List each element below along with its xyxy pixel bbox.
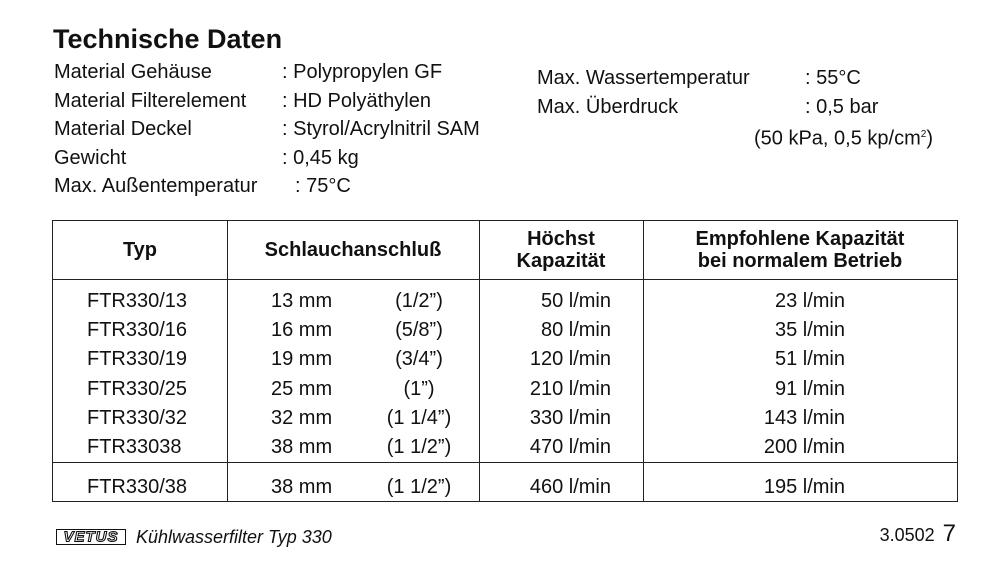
header-max-line2: Kapazität	[516, 250, 606, 272]
header-typ-label: Typ	[122, 239, 158, 261]
spec-label: Max. Wassertemperatur	[537, 67, 750, 89]
page-title: Technische Daten	[53, 24, 283, 54]
header-schlauch	[227, 221, 479, 279]
cell-mm: 25 mm	[271, 378, 333, 400]
capacity-table	[52, 220, 958, 502]
cell-mm: 13 mm	[271, 290, 333, 312]
cell-typ: FTR330/19	[87, 348, 188, 370]
header-divider	[53, 279, 957, 280]
spec-label: Material Gehäuse	[54, 61, 212, 83]
svg-text:VETUS: VETUS	[63, 528, 119, 546]
cell-max: 330 l/min	[529, 407, 611, 429]
header-max	[479, 221, 643, 279]
cell-mm: 16 mm	[271, 319, 333, 341]
cell-rec: 51 l/min	[774, 348, 845, 370]
header-typ	[53, 221, 227, 279]
cell-max: 120 l/min	[529, 348, 611, 370]
pressure-note-close: )	[926, 127, 933, 150]
cell-inch: (1/2”)	[395, 290, 443, 312]
spec-label: Max. Außentemperatur	[54, 175, 258, 198]
spec-value: : HD Polyäthylen	[282, 89, 431, 112]
cell-typ: FTR33038	[87, 436, 182, 458]
page-reference	[880, 520, 956, 548]
spec-value: : Styrol/Acrylnitril SAM	[282, 118, 480, 141]
cell-typ: FTR330/25	[87, 378, 188, 400]
spec-label: Material Deckel	[54, 118, 192, 141]
cell-typ: FTR330/38	[87, 476, 188, 498]
cell-mm: 32 mm	[271, 407, 333, 429]
cell-rec: 195 l/min	[763, 476, 845, 498]
spec-value: : 0,5 bar	[805, 95, 879, 118]
cell-rec: 35 l/min	[774, 319, 845, 341]
spec-value: : Polypropylen GF	[282, 61, 443, 83]
header-rec-line1: Empfohlene Kapazität	[695, 228, 905, 250]
cell-inch: (1 1/2”)	[386, 476, 452, 498]
spec-label: Material Filterelement	[54, 89, 247, 112]
pressure-note-superscript: 2	[920, 129, 927, 140]
cell-rec: 200 l/min	[763, 436, 845, 458]
spec-value: : 55°C	[805, 67, 861, 89]
cell-mm: 38 mm	[271, 436, 333, 458]
cell-mm: 19 mm	[271, 348, 333, 370]
cell-inch: (1 1/2”)	[386, 436, 452, 458]
spec-value: : 75°C	[295, 175, 351, 198]
cell-max: 210 l/min	[529, 378, 611, 400]
cell-max: 80 l/min	[540, 319, 611, 341]
cell-rec: 91 l/min	[774, 378, 845, 400]
cell-inch: (5/8”)	[395, 319, 443, 341]
cell-max: 470 l/min	[529, 436, 611, 458]
header-schlauch-label: Schlauchanschluß	[264, 239, 442, 261]
cell-typ: FTR330/16	[87, 319, 188, 341]
cell-typ: FTR330/13	[87, 290, 188, 312]
cell-rec: 143 l/min	[763, 407, 845, 429]
cell-typ: FTR330/32	[87, 407, 188, 429]
cell-mm: 38 mm	[271, 476, 333, 498]
header-rec-line2: bei normalem Betrieb	[697, 250, 903, 272]
footer	[56, 527, 332, 551]
cell-inch: (1 1/4”)	[386, 407, 452, 429]
spec-label: Max. Überdruck	[537, 95, 679, 118]
cell-max: 50 l/min	[540, 290, 611, 312]
cell-max: 460 l/min	[529, 476, 611, 498]
vetus-logo-icon	[56, 528, 126, 551]
doc-number: 3.0502	[879, 525, 935, 545]
page-number: 7	[942, 520, 956, 547]
spec-label: Gewicht	[54, 146, 127, 169]
pressure-note	[754, 121, 933, 153]
header-max-line1: Höchst	[527, 228, 595, 250]
header-rec	[643, 221, 957, 279]
doc-title: Kühlwasserfilter Typ 330	[136, 527, 332, 547]
cell-rec: 23 l/min	[774, 290, 845, 312]
spec-value: : 0,45 kg	[282, 146, 359, 169]
cell-inch: (3/4”)	[395, 348, 443, 370]
cell-inch: (1”)	[403, 378, 435, 400]
pressure-note-text: (50 kPa, 0,5 kp/cm	[754, 127, 921, 150]
